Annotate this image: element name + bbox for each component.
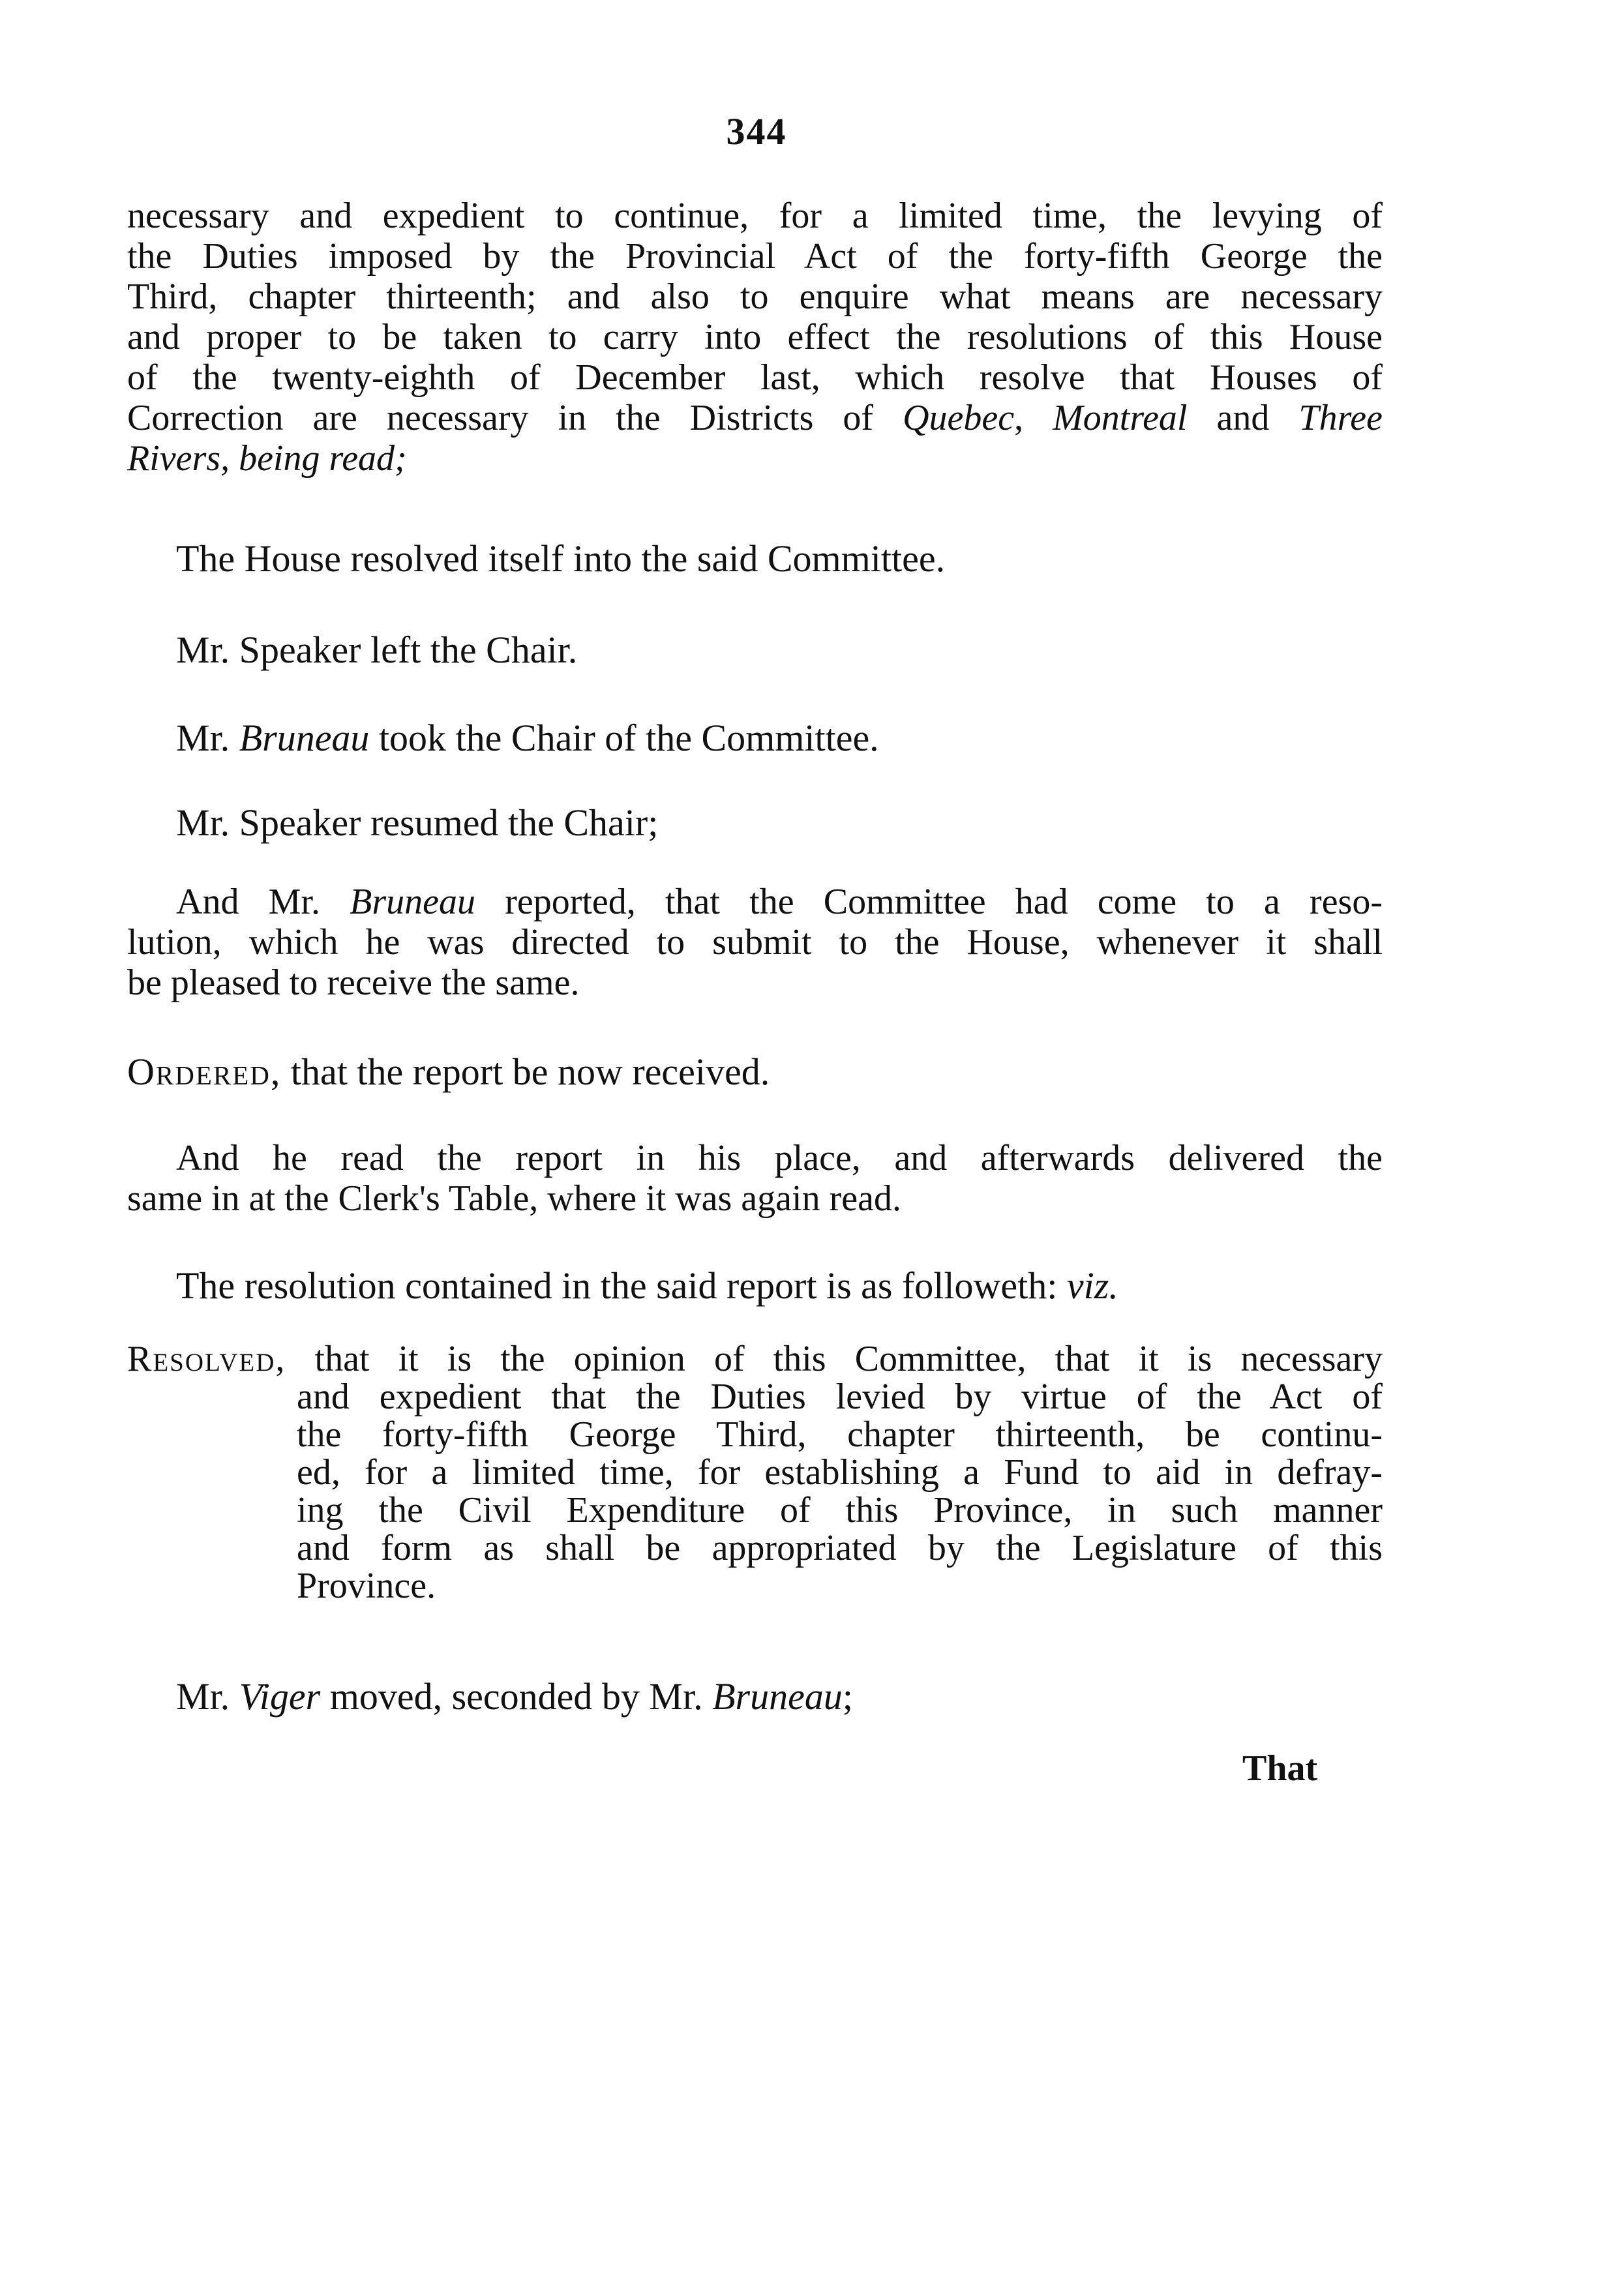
text-line: And he read the report in his place, and afterwards delivered the bbox=[176, 1138, 1383, 1178]
text-line: necessary and expedient to continue, for a limited time, the levying of bbox=[127, 196, 1383, 236]
reported-name: Bruneau bbox=[350, 882, 476, 922]
viger-suffix: ; bbox=[842, 1675, 853, 1718]
viger-prefix: Mr. bbox=[176, 1675, 230, 1718]
text-line: ing the Civil Expenditure of this Province, in such manner bbox=[297, 1490, 1383, 1530]
viger-name: Viger bbox=[239, 1675, 321, 1718]
para-speaker-resumed: Mr. Speaker resumed the Chair; bbox=[176, 801, 659, 844]
text-line: the forty-fifth George Third, chapter thirteenth, be continu- bbox=[297, 1414, 1383, 1455]
resolved-label: Resolved, bbox=[127, 1339, 286, 1379]
para-speaker-left: Mr. Speaker left the Chair. bbox=[176, 629, 578, 671]
viger-middle: moved, seconded by Mr. bbox=[329, 1675, 703, 1718]
catchword: That bbox=[1242, 1748, 1318, 1789]
viz-text: viz. bbox=[1066, 1264, 1118, 1307]
para-took-chair bbox=[176, 717, 879, 759]
ordered-label: Ordered, bbox=[127, 1051, 282, 1093]
text-line: ed, for a limited time, for establishing a Fund to aid in defray- bbox=[297, 1452, 1383, 1493]
para-viger-moved bbox=[176, 1676, 853, 1718]
para-read-report bbox=[127, 1138, 1383, 1219]
text-line: and expedient that the Duties levied by virtue of the Act of bbox=[297, 1377, 1383, 1417]
took-chair-name: Bruneau bbox=[239, 717, 370, 759]
text-line: be pleased to receive the same. bbox=[127, 962, 580, 1003]
text-line: Third, chapter thirteenth; and also to enquire what means are necessary bbox=[127, 276, 1383, 317]
bruneau-name: Bruneau bbox=[712, 1675, 843, 1718]
text-line: of the twenty-eighth of December last, which resolve that Houses of bbox=[127, 357, 1383, 398]
district-three: Three bbox=[1298, 398, 1383, 438]
text-line bbox=[127, 438, 1383, 479]
districts-lead: Correction are necessary in the Districts of bbox=[127, 398, 874, 438]
conjunction: and bbox=[1216, 398, 1270, 438]
district-montreal: Montreal bbox=[1053, 398, 1188, 438]
reported-suffix: reported, that the Committee had come to a reso- bbox=[505, 882, 1383, 922]
text-line bbox=[127, 1340, 1383, 1378]
text-line: and form as shall be appropriated by the Legislature of this bbox=[297, 1528, 1383, 1568]
text-line: the Duties imposed by the Provincial Act of the forty-fifth George the bbox=[127, 236, 1383, 276]
took-chair-prefix: Mr. bbox=[176, 717, 230, 759]
text-line bbox=[127, 882, 1383, 922]
text-line: Province. bbox=[297, 1566, 436, 1606]
text-line: same in at the Clerk's Table, where it was again read. bbox=[127, 1178, 901, 1219]
para-resolution-contained bbox=[176, 1265, 1118, 1307]
district-rivers-line: Rivers, being read; bbox=[127, 438, 407, 479]
opening-paragraph bbox=[127, 196, 1383, 479]
comma: , bbox=[1014, 398, 1024, 438]
para-house-resolved: The House resolved itself into the said Committee. bbox=[176, 537, 946, 580]
resolved-first-line: that it is the opinion of this Committee, that it is necessary bbox=[314, 1339, 1383, 1379]
resolution-contained-text: The resolution contained in the said report is as followeth: bbox=[176, 1264, 1058, 1307]
text-line-districts bbox=[127, 398, 1383, 438]
district-quebec: Quebec bbox=[903, 398, 1015, 438]
page-number: 344 bbox=[726, 110, 787, 153]
para-resolved bbox=[127, 1340, 1383, 1605]
text-line: lution, which he was directed to submit to the House, whenever it shall bbox=[127, 922, 1383, 962]
text-line: and proper to be taken to carry into effect the resolutions of this House bbox=[127, 317, 1383, 357]
para-reported bbox=[127, 882, 1383, 1003]
ordered-text: that the report be now received. bbox=[290, 1051, 770, 1093]
took-chair-suffix: took the Chair of the Committee. bbox=[378, 717, 879, 759]
reported-prefix: And Mr. bbox=[176, 882, 320, 922]
para-ordered bbox=[127, 1051, 770, 1093]
